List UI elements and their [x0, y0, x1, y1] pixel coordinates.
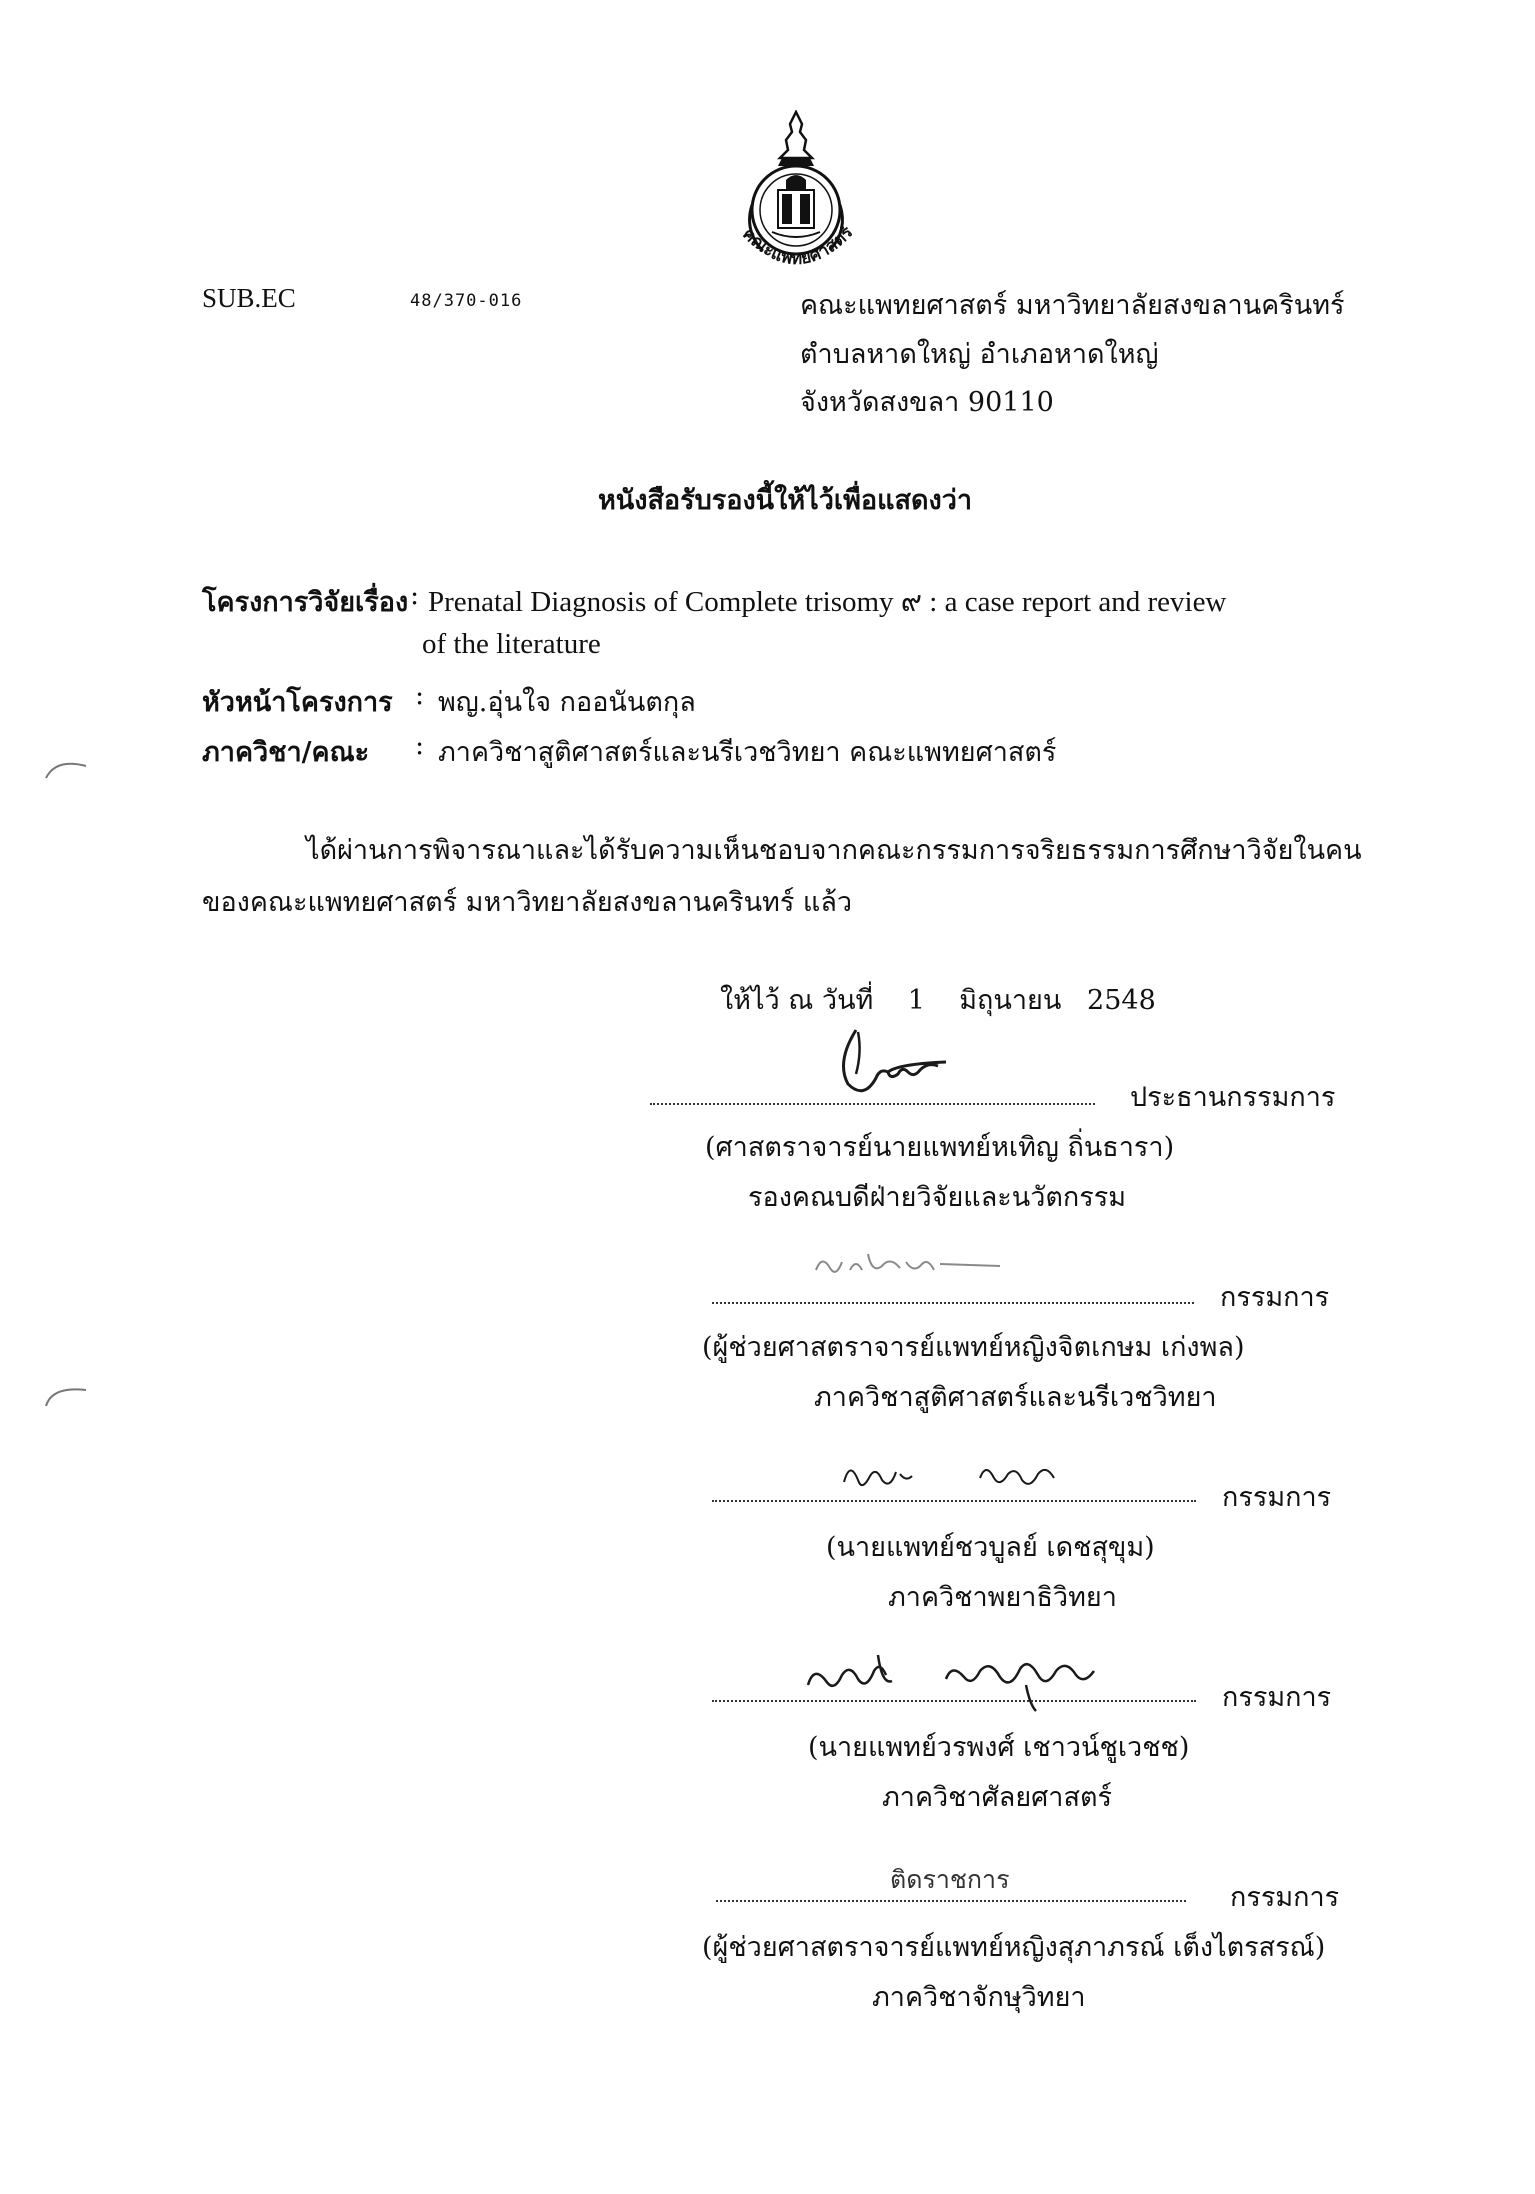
signatory-3-position: ภาควิชาพยาธิวิทยา [888, 1582, 1117, 1613]
signature-line-2 [712, 1302, 1194, 1304]
date-prefix: ให้ไว้ ณ วันที่ [720, 985, 874, 1016]
signatory-1-role: ประธานกรรมการ [1130, 1082, 1336, 1113]
signature-line-5 [716, 1900, 1186, 1902]
address-line-1: คณะแพทยศาสตร์ มหาวิทยาลัยสงขลานครินทร์ [800, 290, 1345, 321]
signatory-1-name: (ศาสตราจารย์นายแพทย์หเทิญ ถิ่นธารา) [705, 1132, 1175, 1163]
signature-member-2 [810, 1240, 1010, 1290]
signatory-4-role: กรรมการ [1222, 1682, 1332, 1713]
body-line-1: ได้ผ่านการพิจารณาและได้รับความเห็นชอบจากคณะกรรมการจริยธรรมการศึกษาวิจัยในคน [306, 835, 1362, 866]
signatory-5-absent-note: ติดราชการ [890, 1865, 1010, 1894]
field-label-lead: หัวหน้าโครงการ [202, 687, 393, 718]
field-value-project-line-2: of the literature [422, 628, 601, 660]
field-value-department: ภาควิชาสูติศาสตร์และนรีเวชวิทยา คณะแพทยศาสตร์ [438, 737, 1057, 768]
field-label-department: ภาควิชา/คณะ [202, 737, 370, 768]
field-value-lead: พญ.อุ่นใจ กออนันตกุล [438, 687, 696, 718]
signatory-2-position: ภาควิชาสูติศาสตร์และนรีเวชวิทยา [814, 1382, 1217, 1413]
signatory-2-name: (ผู้ช่วยศาสตราจารย์แพทย์หญิงจิตเกษม เก่งพล) [702, 1332, 1245, 1363]
date-year: 2548 [1087, 985, 1156, 1016]
signatory-4-name: (นายแพทย์วรพงศ์ เชาวน์ชูเวชช) [808, 1732, 1190, 1763]
date-month: มิถุนายน [959, 985, 1062, 1016]
field-sep-lead: : [415, 680, 425, 711]
date-line [720, 978, 1156, 1021]
document-number: 48/370-016 [410, 291, 523, 311]
signature-line-3 [712, 1500, 1196, 1502]
address-line-3: จังหวัดสงขลา 90110 [800, 387, 1054, 418]
body-line-2: ของคณะแพทยศาสตร์ มหาวิทยาลัยสงขลานครินทร์ แล้ว [202, 887, 853, 918]
signatory-5-name: (ผู้ช่วยศาสตราจารย์แพทย์หญิงสุภาภรณ์ เต็งไตรสรณ์) [702, 1932, 1326, 1963]
field-label-project: โครงการวิจัยเรื่อง [202, 587, 409, 618]
signature-member-4 [800, 1645, 1160, 1715]
field-value-project-line-1: Prenatal Diagnosis of Complete trisomy ๙ : a case report and review [428, 586, 1227, 618]
signatory-3-name: (นายแพทย์ชวบูลย์ เดชสุขุม) [826, 1532, 1155, 1563]
signature-member-3 [840, 1452, 1120, 1502]
signatory-2-role: กรรมการ [1220, 1282, 1330, 1313]
signatory-3-role: กรรมการ [1222, 1482, 1332, 1513]
punch-hole-mark-1 [42, 752, 90, 782]
faculty-seal-logo [722, 110, 870, 280]
reference-code: SUB.EC [202, 283, 296, 313]
signatory-5-role: กรรมการ [1230, 1882, 1340, 1913]
field-sep-department: : [415, 730, 425, 761]
signatory-4-position: ภาควิชาศัลยศาสตร์ [882, 1782, 1112, 1813]
signatory-5-position: ภาควิชาจักษุวิทยา [872, 1982, 1086, 2013]
address-line-2: ตำบลหาดใหญ่ อำเภอหาดใหญ่ [800, 339, 1159, 370]
signature-line-1 [650, 1103, 1095, 1105]
seal-caption: คณะแพทยศาสตร์ [738, 222, 858, 270]
date-day: 1 [907, 985, 925, 1016]
signatory-1-position: รองคณบดีฝ่ายวิจัยและนวัตกรรม [748, 1182, 1127, 1213]
punch-hole-mark-2 [42, 1380, 90, 1410]
field-sep-project: : [410, 580, 420, 611]
signature-line-4 [712, 1700, 1196, 1702]
signature-chairman [828, 1022, 958, 1102]
certificate-title: หนังสือรับรองนี้ให้ไว้เพื่อแสดงว่า [598, 485, 973, 516]
